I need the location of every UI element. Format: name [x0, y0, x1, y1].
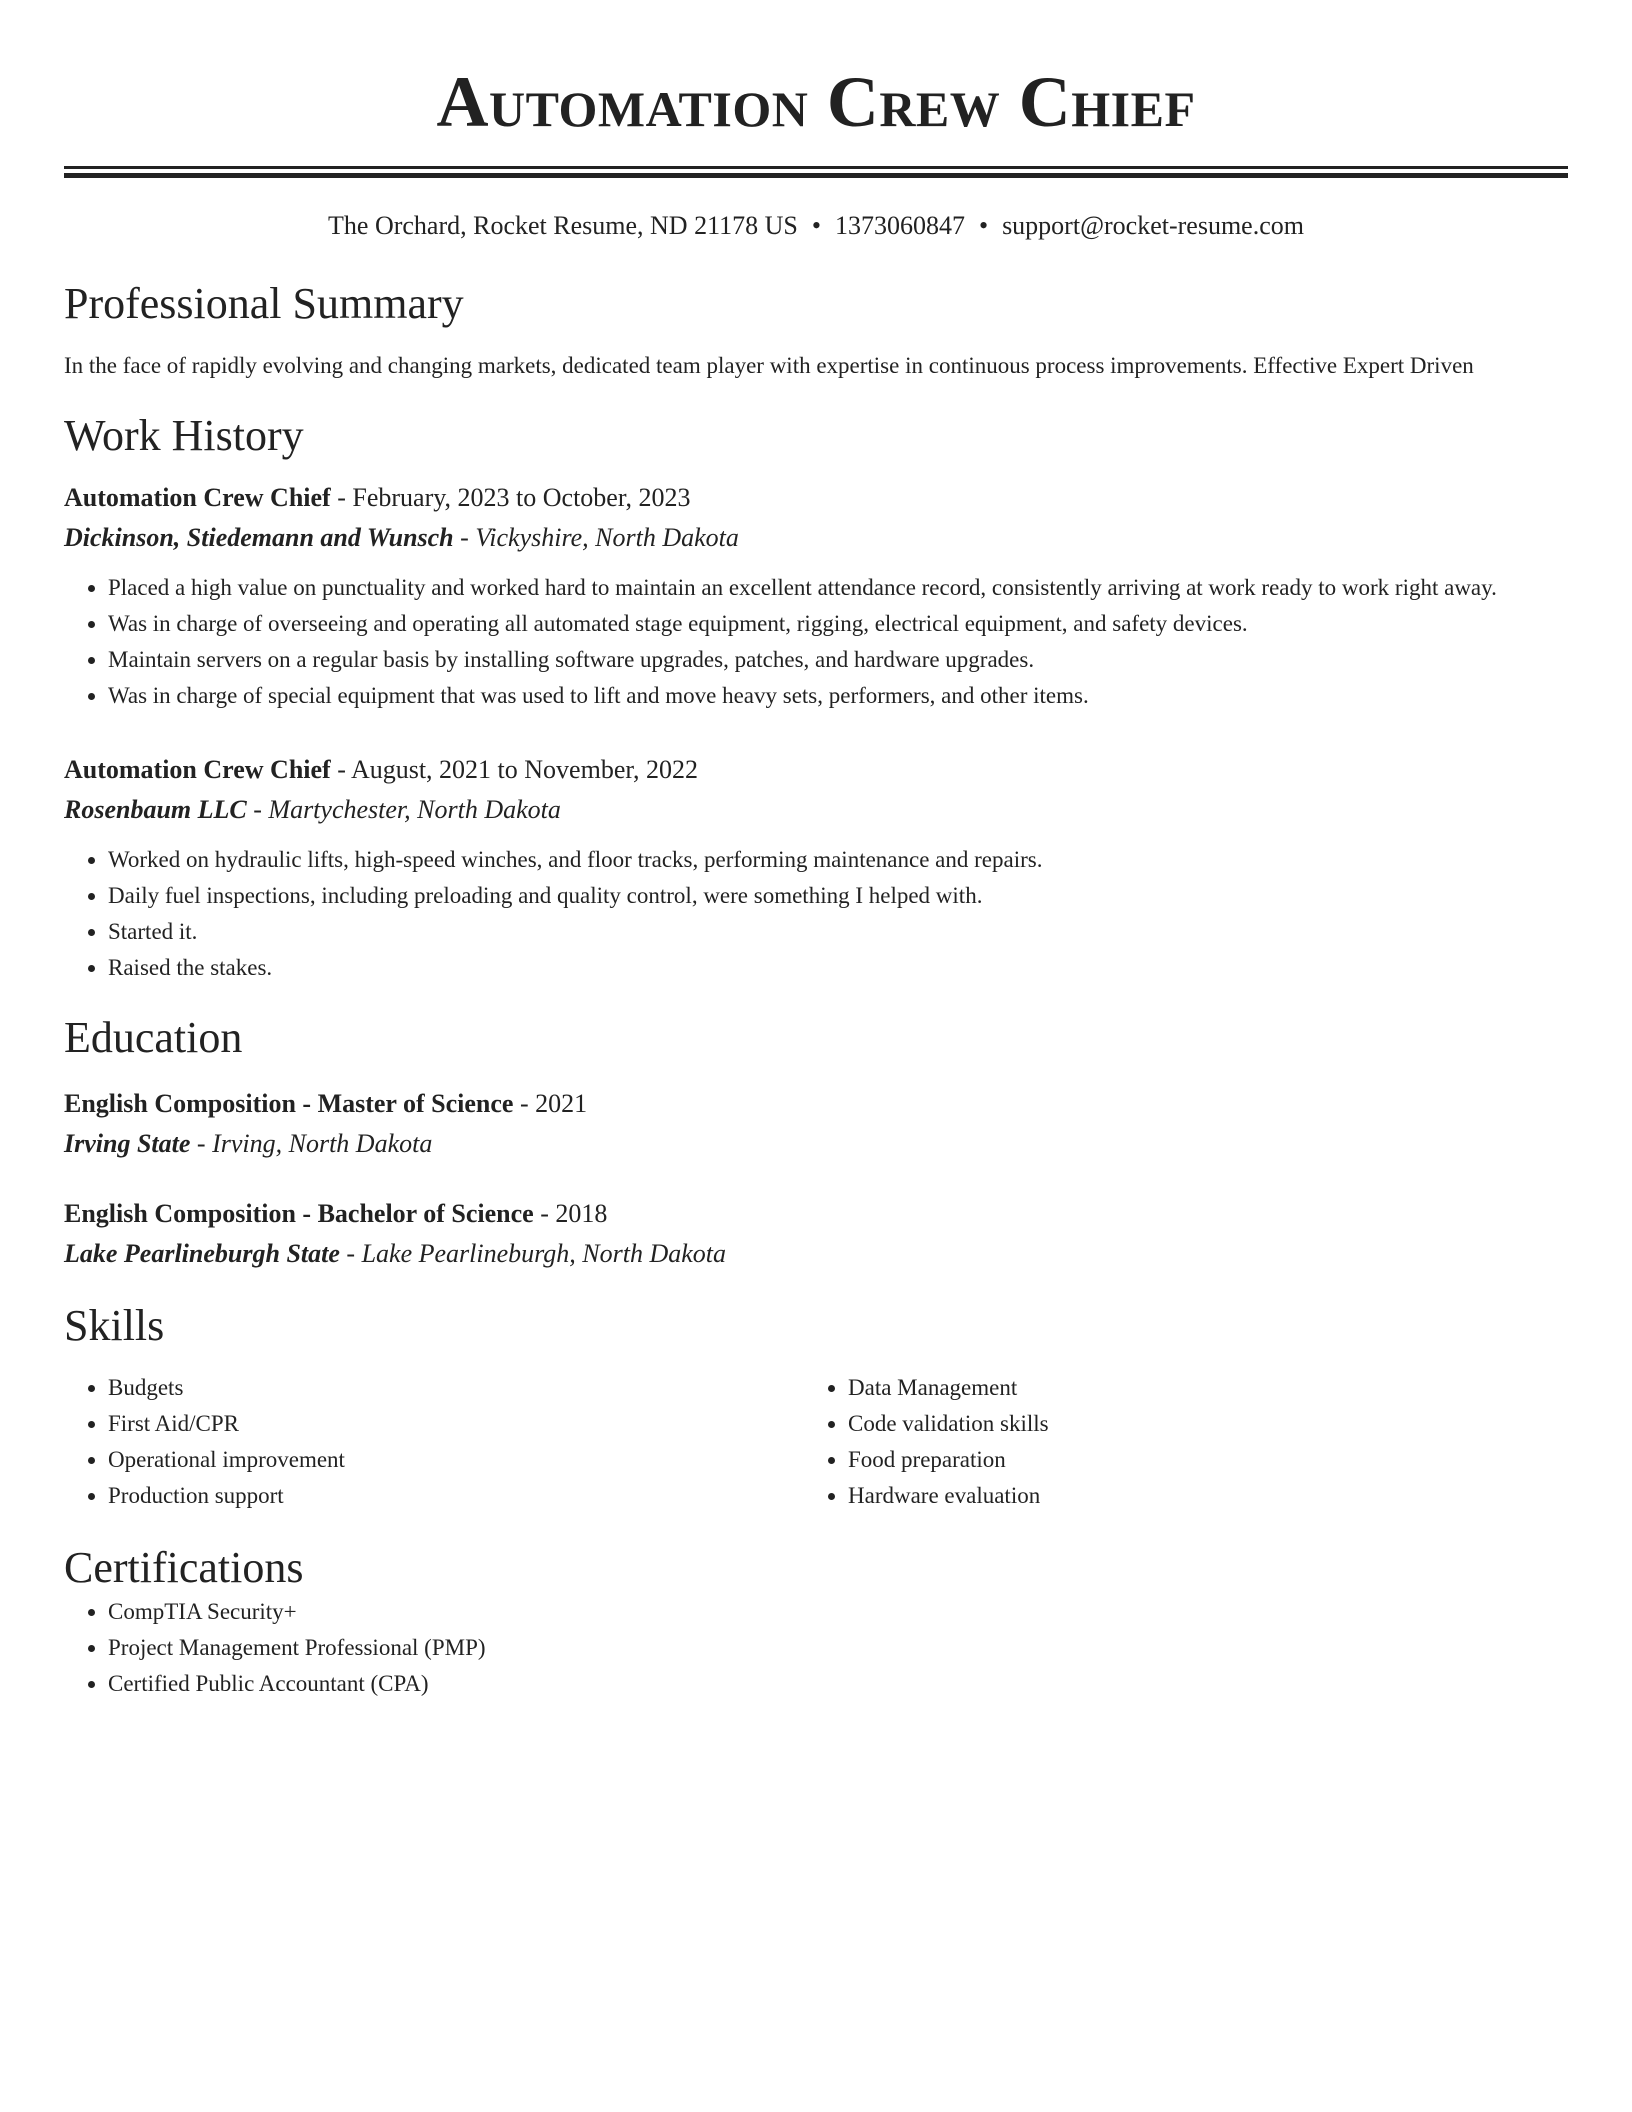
job-entry — [64, 750, 1568, 986]
skills-grid — [64, 1370, 1568, 1514]
education-heading: Education — [64, 1013, 243, 1062]
resume-title: Automation Crew Chief — [436, 62, 1196, 142]
degree: English Composition - Bachelor of Science — [64, 1199, 534, 1228]
job-bullet: • Maintain servers on a regular basis by installing software upgrades, patches, and hardware upgrades. — [108, 642, 1568, 678]
job-bullet: • Was in charge of special equipment that was used to lift and move heavy sets, performers, and other items. — [108, 678, 1568, 714]
degree-line — [64, 1194, 1568, 1234]
job-location: - Martychester, North Dakota — [246, 795, 561, 824]
job-bullet: • Raised the stakes. — [108, 950, 1568, 986]
degree-line — [64, 1084, 1568, 1124]
job-location: - Vickyshire, North Dakota — [453, 523, 739, 552]
skills-heading: Skills — [64, 1301, 165, 1350]
job-bullet: • Placed a high value on punctuality and worked hard to maintain an excellent attendance record, consistently arriving at work ready to work right away. — [108, 570, 1568, 606]
job-title: Automation Crew Chief — [64, 755, 331, 784]
summary-text: In the face of rapidly evolving and changing markets, dedicated team player with expertise in continuous process improvements. Effective Expert Driven — [64, 353, 1474, 378]
degree-year: - 2018 — [533, 1199, 608, 1228]
skill-item: • First Aid/CPR — [108, 1406, 804, 1442]
skill-item: • Production support — [108, 1478, 804, 1514]
skill-item: • Food preparation — [848, 1442, 1544, 1478]
title-divider — [64, 166, 1568, 178]
skill-item: • Operational improvement — [108, 1442, 804, 1478]
contact-address: The Orchard, Rocket Resume, ND 21178 US — [328, 211, 798, 240]
degree-year: - 2021 — [513, 1089, 588, 1118]
school-location: - Lake Pearlineburgh, North Dakota — [339, 1239, 727, 1268]
education-entry — [64, 1194, 1568, 1274]
work-history-heading: Work History — [64, 411, 304, 460]
job-company-line — [64, 518, 1568, 558]
school-line — [64, 1234, 1568, 1274]
job-entry — [64, 478, 1568, 714]
school: Irving State — [64, 1129, 191, 1158]
job-bullet: • Started it. — [108, 914, 1568, 950]
job-bullet: • Daily fuel inspections, including preloading and quality control, were something I helped with. — [108, 878, 1568, 914]
contact-separator: • — [811, 211, 821, 240]
certifications-list — [64, 1594, 1568, 1702]
education-entry — [64, 1084, 1568, 1164]
job-title-line — [64, 750, 1568, 790]
skill-item: • Code validation skills — [848, 1406, 1544, 1442]
contact-email[interactable]: support@rocket-resume.com — [1002, 211, 1304, 240]
job-bullets — [64, 570, 1568, 714]
certification-item: • Project Management Professional (PMP) — [108, 1630, 1568, 1666]
job-company-line — [64, 790, 1568, 830]
job-dates: - August, 2021 to November, 2022 — [330, 755, 698, 784]
certification-item: • CompTIA Security+ — [108, 1594, 1568, 1630]
job-company: Dickinson, Stiedemann and Wunsch — [64, 523, 454, 552]
summary-heading: Professional Summary — [64, 279, 464, 328]
contact-separator: • — [978, 211, 989, 240]
skills-column-right — [804, 1370, 1544, 1514]
school-line — [64, 1124, 1568, 1164]
school: Lake Pearlineburgh State — [64, 1239, 340, 1268]
job-bullet: • Worked on hydraulic lifts, high-speed winches, and floor tracks, performing maintenance and repairs. — [108, 842, 1568, 878]
skill-item: • Data Management — [848, 1370, 1544, 1406]
contact-line — [64, 210, 1568, 242]
certifications-heading: Certifications — [64, 1543, 304, 1592]
skills-column-left — [64, 1370, 804, 1514]
school-location: - Irving, North Dakota — [190, 1129, 433, 1158]
contact-phone: 1373060847 — [834, 211, 965, 240]
job-company: Rosenbaum LLC — [64, 795, 247, 824]
job-bullet: • Was in charge of overseeing and operating all automated stage equipment, rigging, electrical equipment, and safety devices. — [108, 606, 1568, 642]
skill-item: • Budgets — [108, 1370, 804, 1406]
job-title: Automation Crew Chief — [64, 483, 331, 512]
certification-item: • Certified Public Accountant (CPA) — [108, 1666, 1568, 1702]
degree: English Composition - Master of Science — [64, 1089, 514, 1118]
job-dates: - February, 2023 to October, 2023 — [330, 483, 691, 512]
job-bullets — [64, 842, 1568, 986]
skill-item: • Hardware evaluation — [848, 1478, 1544, 1514]
job-title-line — [64, 478, 1568, 518]
